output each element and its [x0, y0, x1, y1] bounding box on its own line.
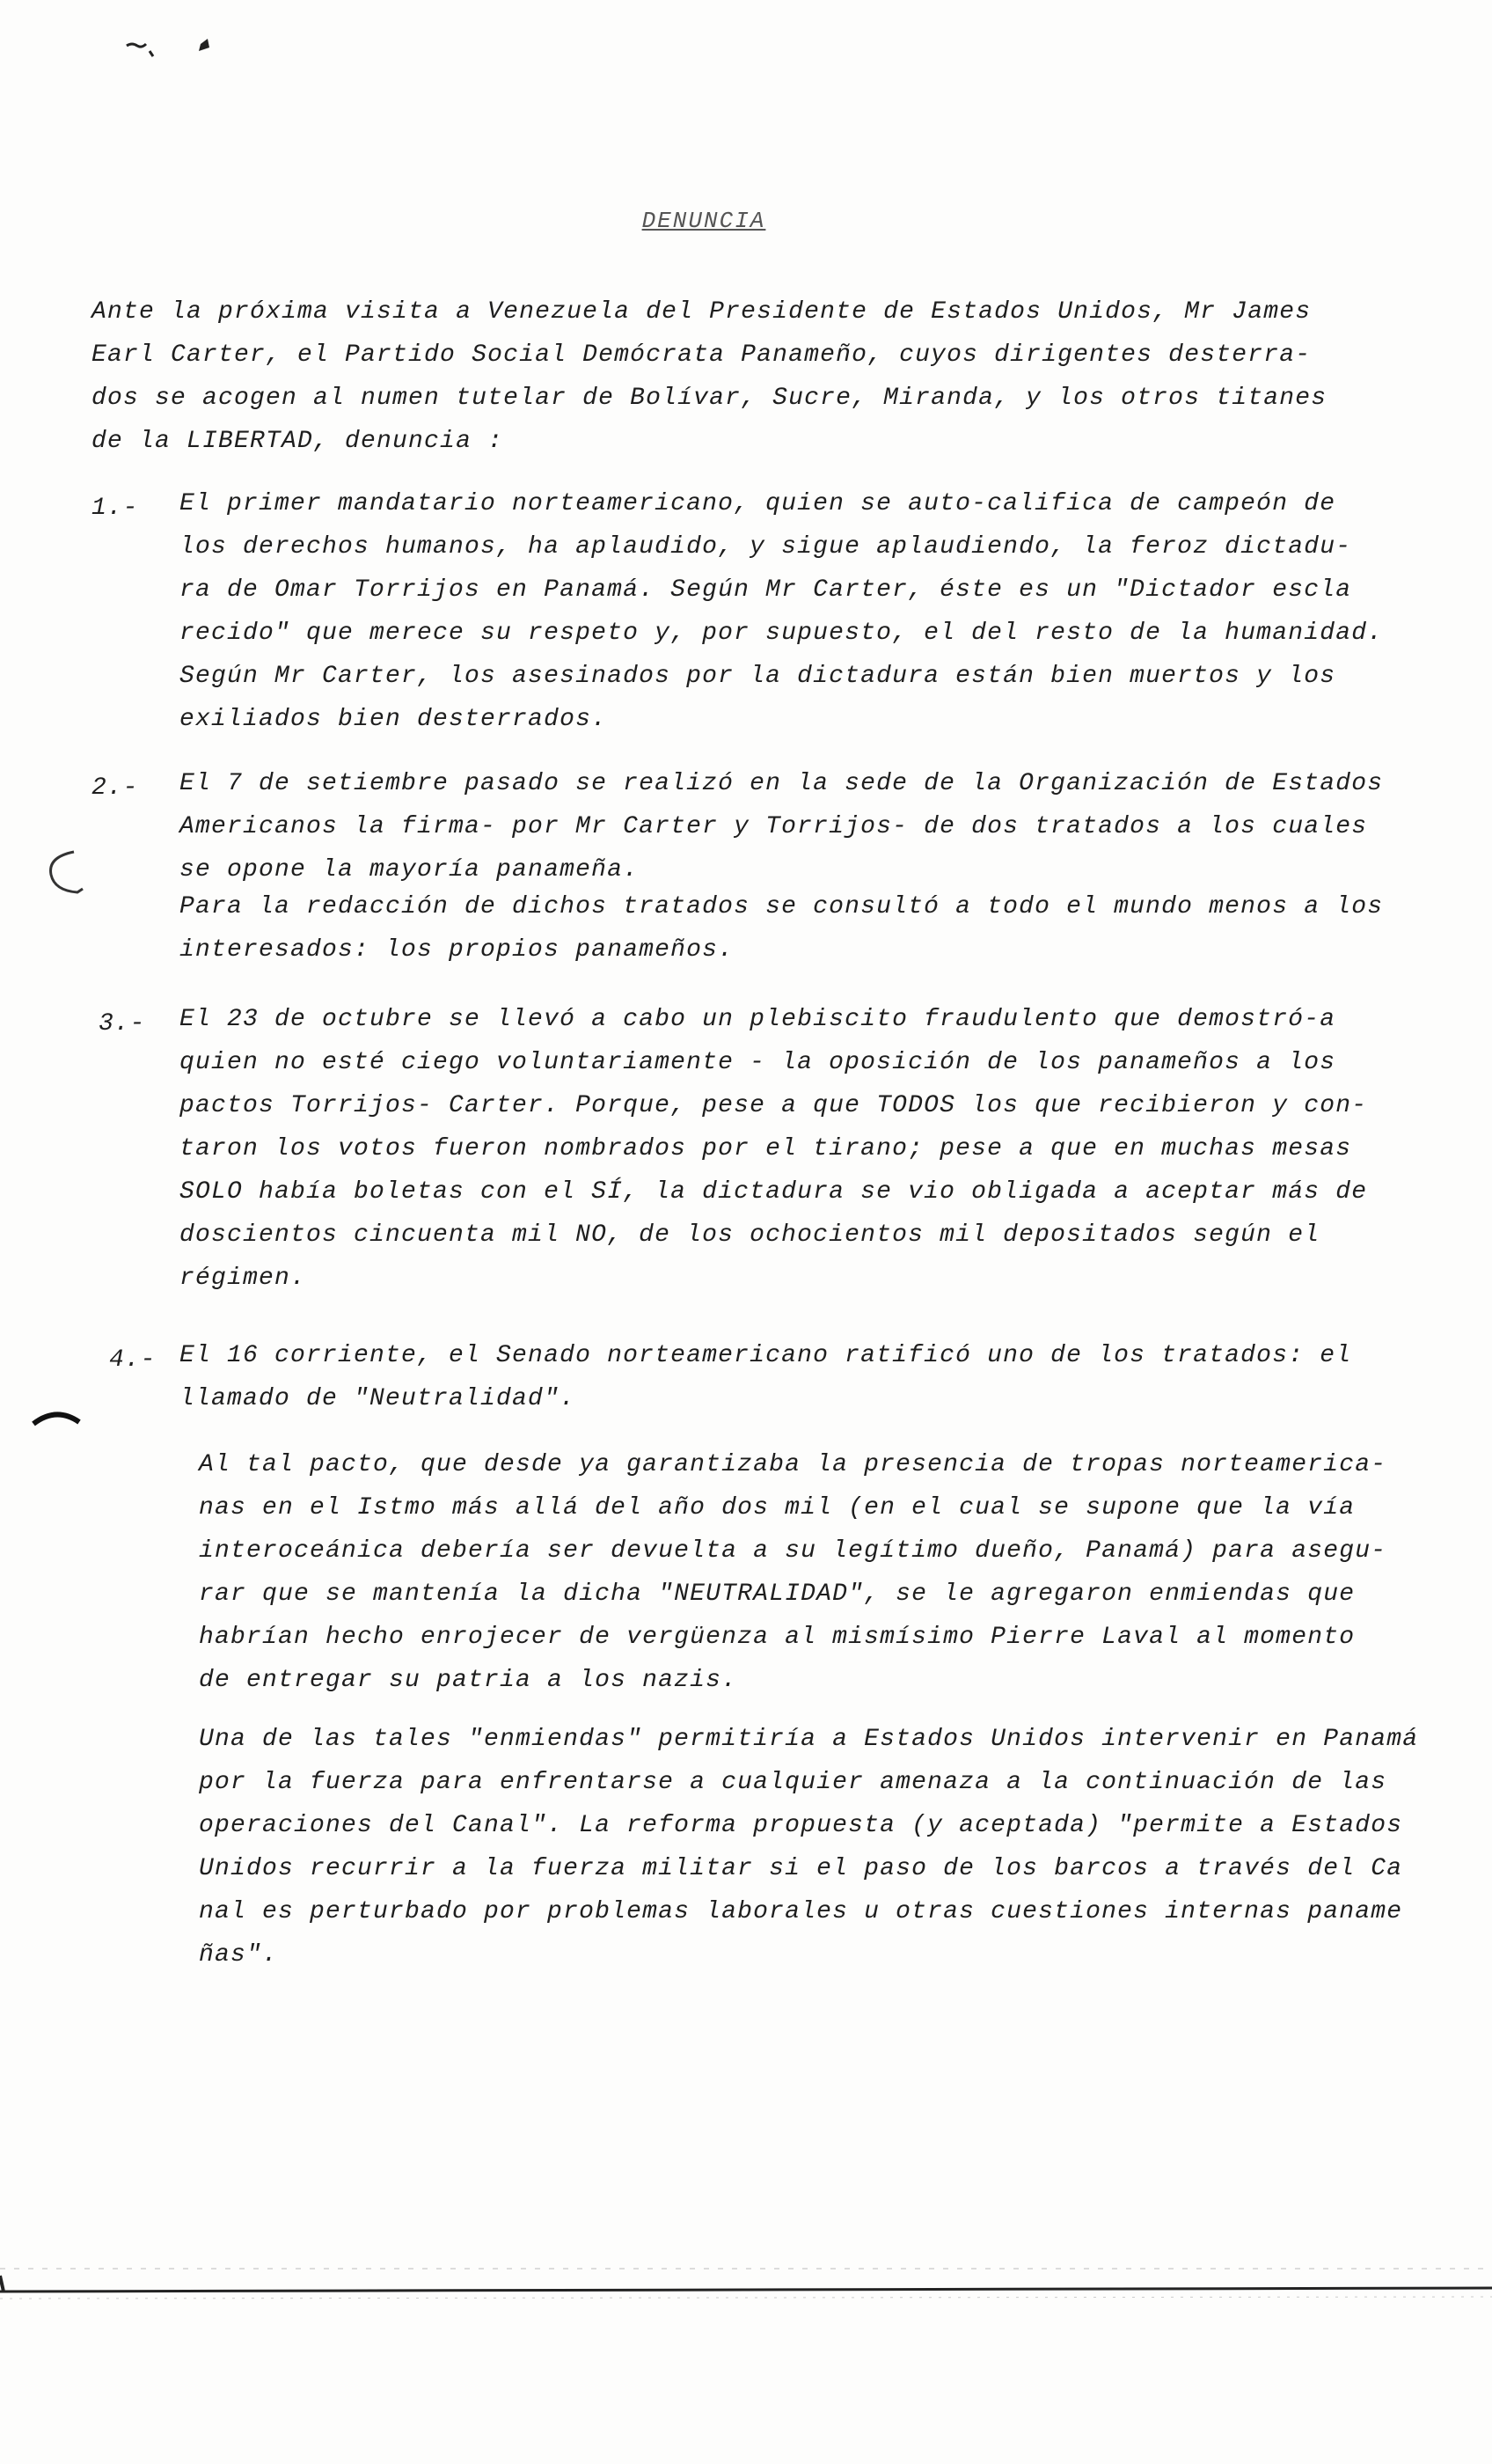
item-4-paragraph-1: El 16 corriente, el Senado norteamericano ratificó uno de los tratados: el llamado de "Neutralidad".: [179, 1342, 1352, 1412]
item-number-1: 1.-: [91, 495, 139, 522]
item-2-paragraph-2: Para la redacción de dichos tratados se consultó a todo el mundo menos a los interesados: los propios panameños.: [179, 893, 1384, 964]
item-number-4: 4.-: [109, 1346, 157, 1374]
item-4-paragraph-3: Una de las tales "enmiendas" permitiría a Estados Unidos intervenir en Panamá por la fuerza para enfrentarse a cualquier amenaza a la continuación de las operaciones del Canal". La reforma propuesta (y aceptada) "permite a Estados Unidos recurrir a la fuerza militar si el paso de los barcos a través del Ca nal es perturbado por problemas laborales u otras cuestiones internas paname ñas".: [199, 1726, 1419, 1969]
item-number-2: 2.-: [91, 774, 139, 802]
item-4-paragraph-2: Al tal pacto, que desde ya garantizaba la presencia de tropas norteamerica- nas en el Istmo más allá del año dos mil (en el cual se supone que la vía interoceánica debería ser devuelta a su legítimo dueño, Panamá) para asegu- rar que se mantenía la dicha "NEUTRALIDAD", se le agregaron enmiendas que habrían hecho enrojecer de vergüenza al mismísimo Pierre Laval al momento de entregar su patria a los nazis.: [199, 1451, 1387, 1694]
margin-bracket-mark: [39, 841, 109, 912]
item-3-paragraph: El 23 de octubre se llevó a cabo un plebiscito fraudulento que demostró-a quien no esté ciego voluntariamente - la oposición de los panameños a los pactos Torrijos- Carter. Porque, pese a que TODOS los que recibieron y con- taron los votos fueron nombrados por el tirano; pese a que en muchas mesas SOLO había boletas con el SÍ, la dictadura se vio obligada a aceptar más de doscientos cincuenta mil NO, de los ochocientos mil depositados según el régimen.: [179, 1006, 1368, 1292]
corner-scribble-mark: [123, 32, 229, 67]
margin-arc-mark: [30, 1404, 91, 1440]
item-number-3: 3.-: [99, 1010, 146, 1038]
intro-paragraph: Ante la próxima visita a Venezuela del Presidente de Estados Unidos, Mr James Earl Carter, el Partido Social Demócrata Panameño, cuyos dirigentes desterra- dos se acogen al numen tutelar de Bolívar, Sucre, Miranda, y los otros titanes de la LIBERTAD, denuncia :: [91, 298, 1327, 455]
document-title: DENUNCIA: [641, 208, 766, 234]
item-2-paragraph-1: El 7 de setiembre pasado se realizó en la sede de la Organización de Estados Americanos la firma- por Mr Carter y Torrijos- de dos tratados a los cuales se opone la mayoría panameña.: [179, 770, 1384, 884]
item-1-paragraph: El primer mandatario norteamericano, quien se auto-califica de campeón de los derechos humanos, ha aplaudido, y sigue aplaudiendo, la feroz dictadu- ra de Omar Torrijos en Panamá. Según Mr Carter, éste es un "Dictador escla recido" que merece su respeto y, por supuesto, el del resto de la humanidad. Según Mr Carter, los asesinados por la dictadura están bien muertos y los exiliados bien desterrados.: [179, 490, 1384, 733]
bottom-scan-edge-line: [0, 2265, 1492, 2300]
